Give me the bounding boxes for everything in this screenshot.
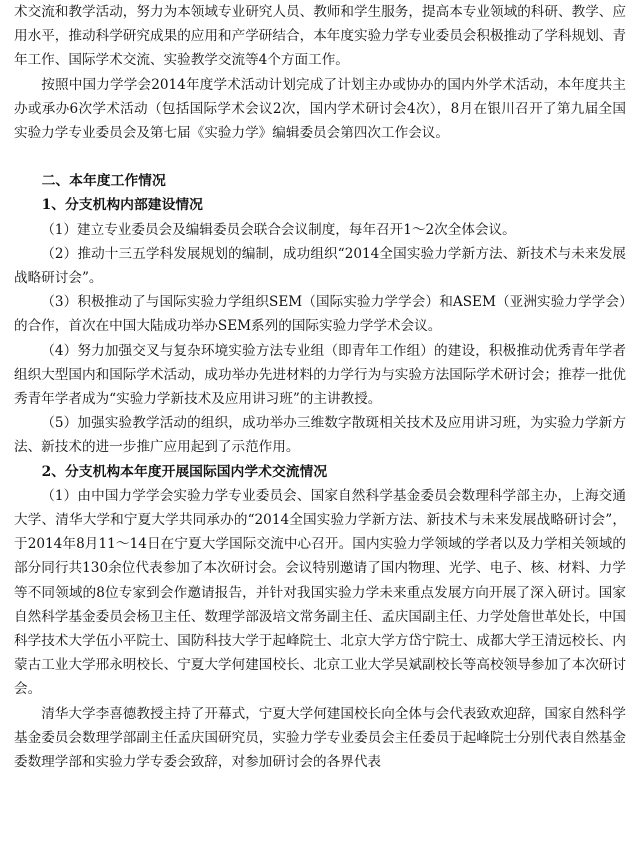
section-title: 二、本年度工作情况 (41, 173, 166, 190)
blank-line (14, 145, 626, 169)
list-item: （3）积极推动了与国际实验力学组织SEM（国际实验力学学会）和ASEM（亚洲实验力学学会）的合作，首次在中国大陆成功举办SEM系列的国际实验力学学术会议。 (14, 294, 626, 335)
subsection-1-title: 1、分支机构内部建设情况 (41, 197, 203, 214)
list-item: （5）加强实验教学活动的组织，成功举办三维数字散斑相关技术及应用讲习班，为实验力学新方法、新技术的进一步推广应用起到了示范作用。 (14, 415, 626, 456)
intro-paragraph-2: 按照中国力学学会2014年度学术活动计划完成了计划主办或协办的国内外学术活动，本年度共主办或承办6次学术活动（包括国际学术会议2次，国内学术研讨会4次），8月在银川召开了第九届全国实验力学专业委员会及第七届《实验力学》编辑委员会第四次工作会议。 (14, 76, 626, 142)
subsection-2-title: 2、分支机构本年度开展国际国内学术交流情况 (41, 463, 328, 480)
list-item: 清华大学李喜德教授主持了开幕式，宁夏大学何建国校长向全体与会代表致欢迎辞，国家自然科学基金委员会数理学部副主任孟庆国研究员，实验力学专业委员会主任委员于起峰院士分别代表自然基金委数理学部和实验力学专委会致辞，对参加研讨会的各界代表 (14, 705, 626, 771)
list-item: （1）由中国力学学会实验力学专业委员会、国家自然科学基金委员会数理科学部主办，上海交通大学、清华大学和宁夏大学共同承办的“2014全国实验力学新方法、新技术与未来发展战略研讨会”，于2014年8月11～14日在宁夏大学国际交流中心召开。国内实验力学领域的学者以及力学相关领域的部分同行共130余位代表参加了本次研讨会。会议特别邀请了国内物理、光学、电子、核、材料、力学等不同领域的8位专家到会作邀请报告，并针对我国实验力学未来重点发展方向开展了深入研讨。国家自然科学基金委员会杨卫主任、数理学部汲培文常务副主任、孟庆国副主任、力学处詹世革处长，中国科学技术大学伍小平院士、国防科技大学于起峰院士、北京大学方岱宁院士、成都大学王清远校长、内蒙古工业大学邢永明校长、宁夏大学何建国校长、北京工业大学吴斌副校长等高校领导参加了本次研讨会。 (14, 487, 626, 698)
intro-paragraph-1: 术交流和教学活动，努力为本领域专业研究人员、教师和学生服务，提高本专业领域的科研、教学、应用水平，推动科学研究成果的应用和产学研结合，本年度实验力学专业委员会积极推动了学科规划、青年工作、国际学术交流、实验教学交流等4个方面工作。 (14, 4, 626, 69)
list-item: （1）建立专业委员会及编辑委员会联合会议制度，每年召开1～2次全体会议。 (41, 221, 516, 238)
list-item: （4）努力加强交叉与复杂环境实验方法专业组（即青年工作组）的建设，积极推动优秀青年学者组织大型国内和国际学术活动，成功举办先进材料的力学行为与实验方法国际学术研讨会；推荐一批优秀青年学者成为“实验力学新技术及应用讲习班”的主讲教授。 (14, 342, 626, 408)
list-item: （2）推动十三五学科发展规划的编制，成功组织“2014全国实验力学新方法、新技术与未来发展战略研讨会”。 (14, 245, 626, 287)
